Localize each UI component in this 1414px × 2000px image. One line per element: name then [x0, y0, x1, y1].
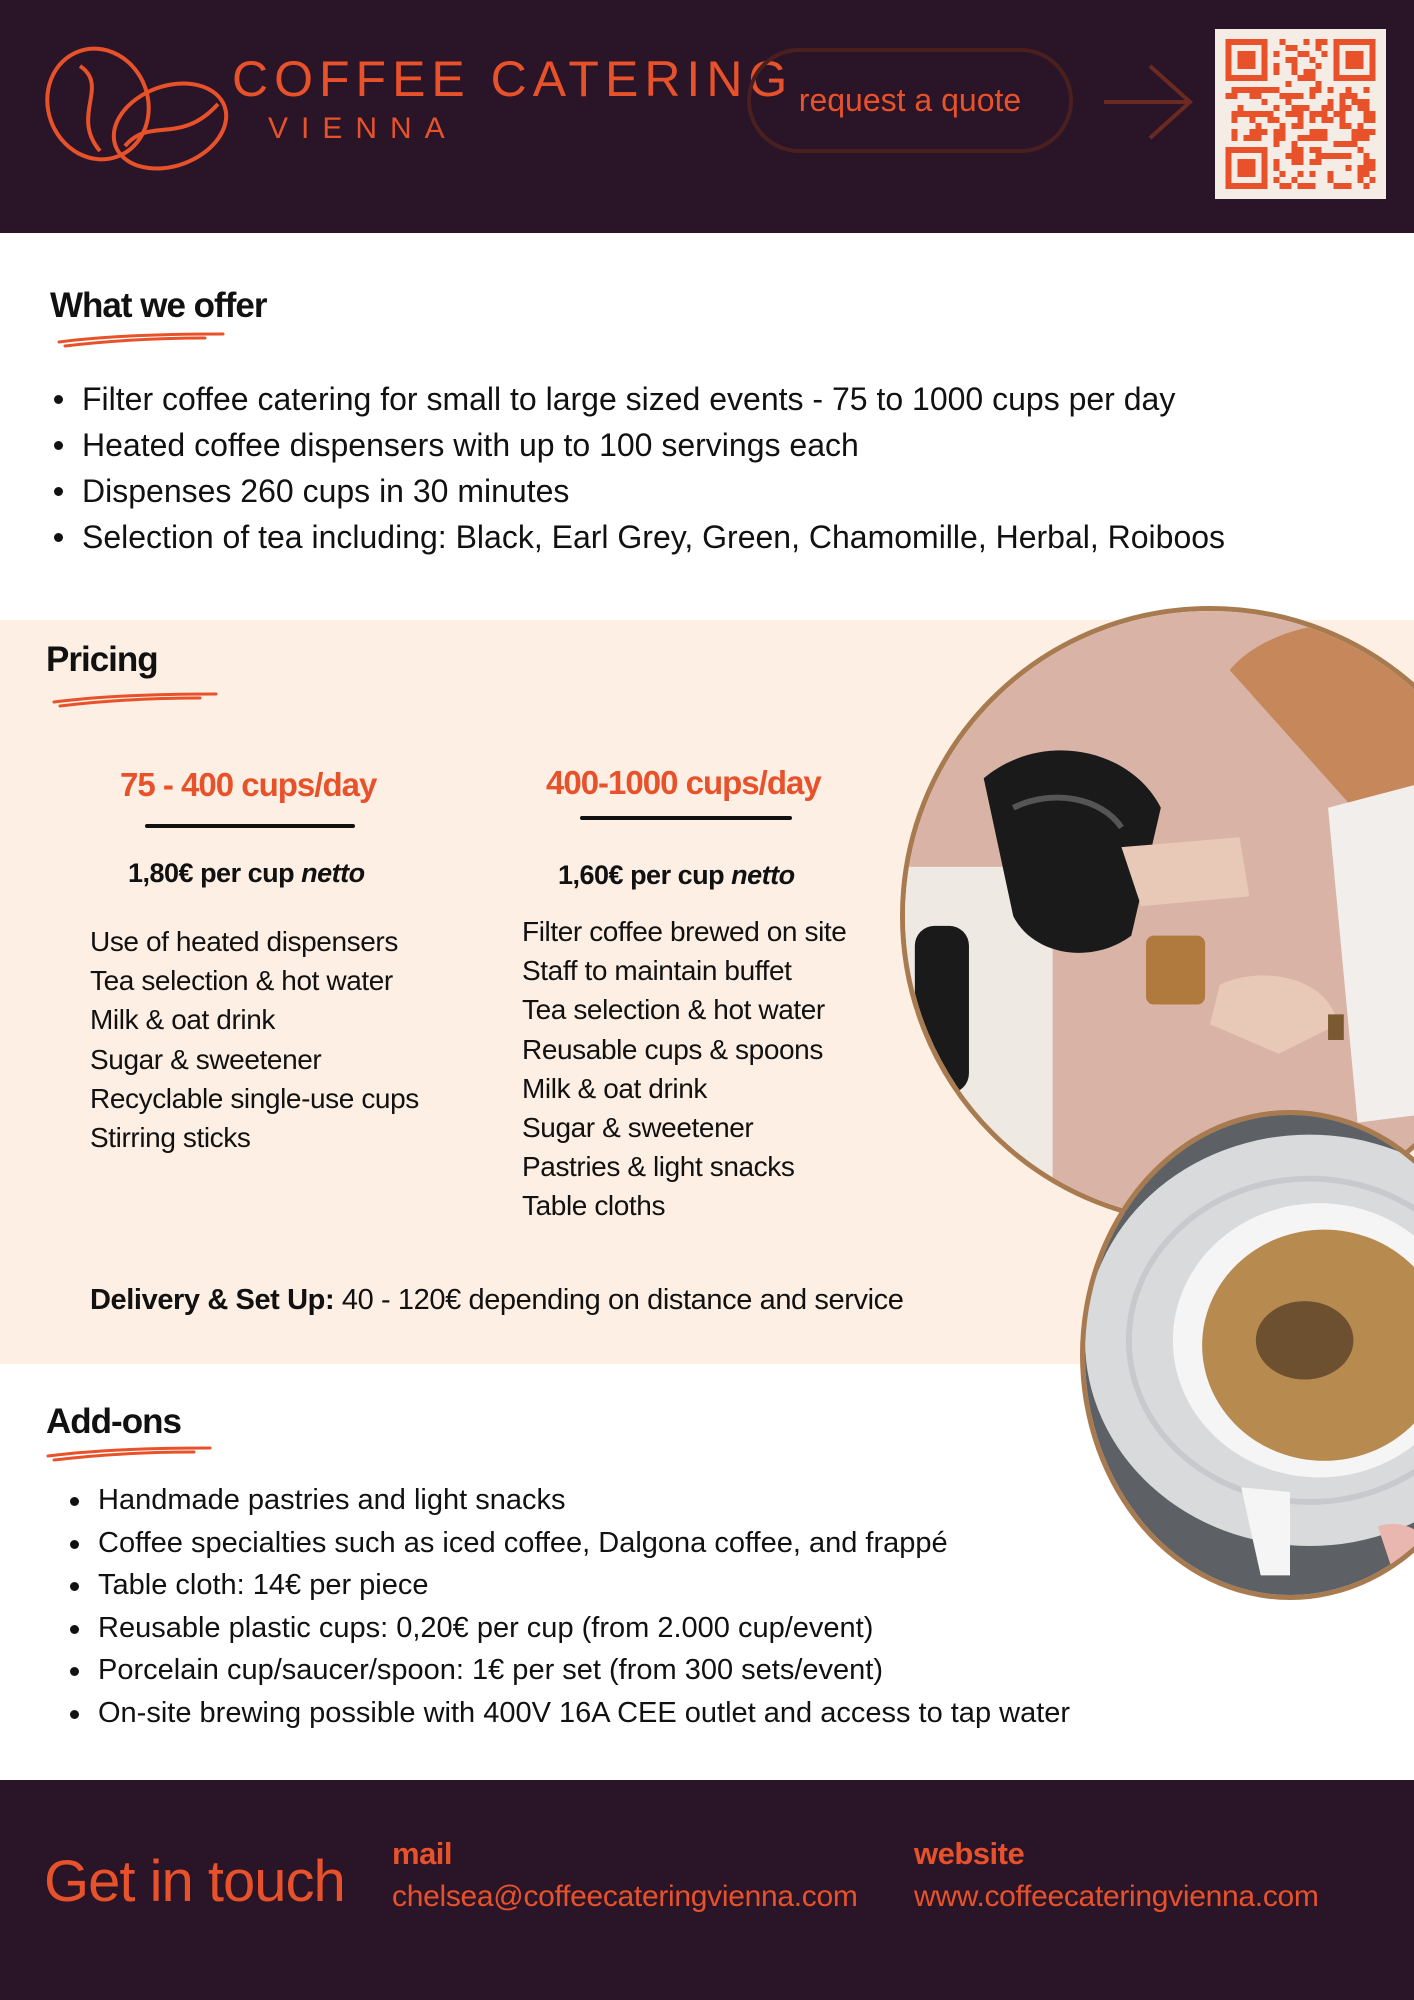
tier-price: [558, 860, 795, 891]
coffee-beans-icon: [40, 46, 230, 176]
header: [0, 0, 1414, 233]
price-suffix: netto: [731, 860, 795, 890]
qr-code-icon: [1225, 39, 1376, 189]
qr-code[interactable]: [1215, 29, 1386, 199]
list-item: Stirring sticks: [90, 1122, 251, 1154]
underline-squiggle: [55, 328, 225, 350]
list-item: Staff to maintain buffet: [522, 955, 792, 987]
tier-title: 75 - 400 cups/day: [120, 766, 377, 803]
list-item: Selection of tea including: Black, Earl Grey, Green, Chamomille, Herbal, Roiboos: [46, 514, 1225, 560]
list-item: Sugar & sweetener: [522, 1112, 754, 1144]
list-item: Filter coffee brewed on site: [522, 916, 847, 947]
underline-squiggle: [44, 1442, 214, 1464]
tier-feature-list: [90, 922, 419, 1157]
section-title-addons: Add-ons: [46, 1402, 181, 1441]
mail-link[interactable]: chelsea@coffeecateringvienna.com: [392, 1880, 858, 1913]
delivery-info: [90, 1284, 904, 1317]
arrow-right-icon: [1100, 62, 1196, 142]
list-item: Use of heated dispensers: [90, 926, 398, 957]
list-item: Recyclable single-use cups: [90, 1082, 419, 1114]
tier-price: [128, 858, 365, 889]
list-item: Reusable cups & spoons: [522, 1033, 823, 1065]
list-item: Sugar & sweetener: [90, 1043, 322, 1075]
list-item: Handmade pastries and light snacks: [62, 1479, 1070, 1522]
delivery-text: 40 - 120€ depending on distance and service: [334, 1284, 904, 1316]
brand-title: COFFEE CATERING: [232, 51, 794, 107]
list-item: Reusable plastic cups: 0,20€ per cup (from 2.000 cup/event): [62, 1607, 1070, 1650]
tier-title: 400-1000 cups/day: [546, 764, 821, 801]
price-value: 1,60€ per cup: [558, 860, 725, 890]
list-item: Milk & oat drink: [90, 1004, 275, 1036]
section-title-offer: What we offer: [50, 286, 267, 325]
get-in-touch-heading: Get in touch: [44, 1849, 345, 1914]
list-item: Pastries & light snacks: [522, 1151, 795, 1183]
website-label: website: [914, 1836, 1025, 1871]
brand: [232, 50, 793, 146]
mail-label: mail: [392, 1836, 453, 1871]
list-item: Dispenses 260 cups in 30 minutes: [46, 468, 1225, 514]
list-item: Heated coffee dispensers with up to 100 servings each: [46, 422, 1225, 468]
website-link[interactable]: www.coffeecateringvienna.com: [914, 1880, 1319, 1913]
offer-list: [46, 376, 1225, 560]
tier-feature-list: [522, 912, 846, 1226]
price-suffix: netto: [301, 858, 365, 888]
list-item: Tea selection & hot water: [90, 965, 393, 997]
tier-underline: [145, 824, 355, 828]
tier-underline: [580, 816, 792, 820]
request-quote-button[interactable]: request a quote: [747, 48, 1073, 153]
underline-squiggle: [50, 688, 220, 710]
price-value: 1,80€ per cup: [128, 858, 295, 888]
footer: [0, 1780, 1414, 2000]
list-item: Tea selection & hot water: [522, 994, 825, 1026]
list-item: Coffee specialties such as iced coffee, Dalgona coffee, and frappé: [62, 1522, 1070, 1565]
brand-subtitle: VIENNA: [268, 112, 458, 145]
section-title-pricing: Pricing: [46, 640, 158, 679]
list-item: Milk & oat drink: [522, 1072, 707, 1104]
addons-list: [62, 1479, 1070, 1734]
list-item: Porcelain cup/saucer/spoon: 1€ per set (from 300 sets/event): [62, 1649, 1070, 1692]
list-item: On-site brewing possible with 400V 16A CEE outlet and access to tap water: [62, 1692, 1070, 1735]
list-item: Table cloths: [522, 1190, 666, 1222]
list-item: Table cloth: 14€ per piece: [62, 1564, 1070, 1607]
list-item: Filter coffee catering for small to large sized events - 75 to 1000 cups per day: [46, 376, 1225, 422]
delivery-label: Delivery & Set Up:: [90, 1284, 335, 1316]
